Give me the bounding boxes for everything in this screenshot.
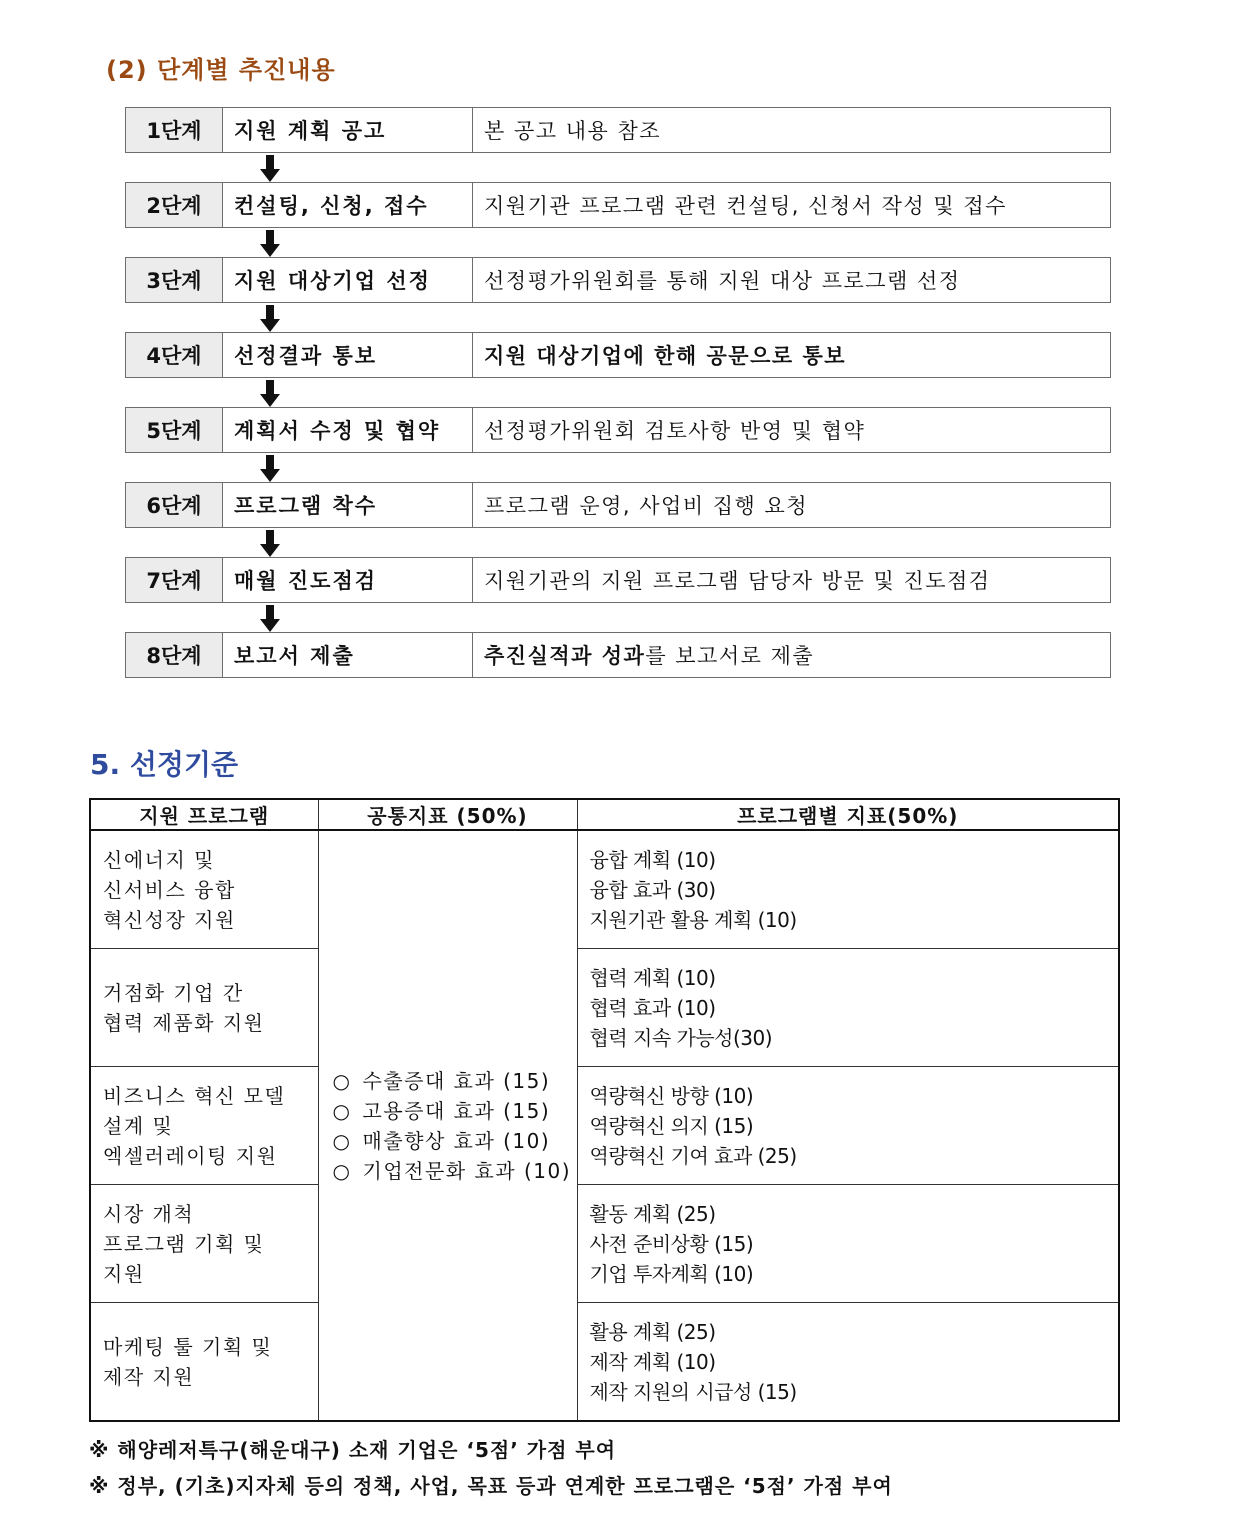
- stage-name: 매월 진도점검: [223, 558, 473, 602]
- metrics-cell: [577, 830, 1119, 949]
- stage-row: [125, 557, 1111, 603]
- stage-row: [125, 332, 1111, 378]
- program-cell: [90, 830, 318, 949]
- metrics-cell: [577, 1185, 1119, 1303]
- program-line: 지원: [103, 1261, 145, 1286]
- stage-description: 선정평가위원회 검토사항 반영 및 협약: [484, 419, 866, 443]
- common-indicator: [333, 1066, 577, 1096]
- metric-line: 역량혁신 방향 (10): [589, 1083, 754, 1108]
- program-line: 마케팅 툴 기획 및: [103, 1334, 273, 1359]
- metric-line: 기업 투자계획 (10): [589, 1261, 754, 1286]
- program-cell: [90, 1303, 318, 1422]
- arrow-down-icon: [260, 455, 280, 483]
- stage-description: 지원 대상기업에 한해 공문으로 통보: [484, 344, 847, 368]
- metric-line: 제작 지원의 시급성 (15): [589, 1379, 797, 1404]
- program-cell: [90, 1067, 318, 1185]
- common-indicator: [333, 1156, 577, 1186]
- metric-line: 역량혁신 기여 효과 (25): [589, 1143, 797, 1168]
- stage-description-emphasis: 추진실적과 성과: [484, 644, 646, 668]
- metrics-cell: [577, 1067, 1119, 1185]
- stage-name: 선정결과 통보: [223, 333, 473, 377]
- selection-criteria-table: [89, 798, 1120, 1422]
- stage-name: 계획서 수정 및 협약: [223, 408, 473, 452]
- common-indicator: [333, 1126, 577, 1156]
- program-cell: [90, 949, 318, 1067]
- stage-description: 선정평가위원회를 통해 지원 대상 프로그램 선정: [484, 269, 961, 293]
- program-line: 협력 제품화 지원: [103, 1010, 265, 1035]
- table-row: [90, 1185, 1119, 1303]
- footnote: ※ 정부, (기초)지자체 등의 정책, 사업, 목표 등과 연계한 프로그램은 ‘5점’ 가점 부여: [89, 1474, 893, 1498]
- stage-name: 지원 대상기업 선정: [223, 258, 473, 302]
- metric-line: 사전 준비상황 (15): [589, 1231, 754, 1256]
- program-line: 제작 지원: [103, 1364, 195, 1389]
- common-indicator: [333, 1096, 577, 1126]
- column-header: 공통지표 (50%): [318, 799, 577, 830]
- stage-description: 지원기관 프로그램 관련 컨설팅, 신청서 작성 및 접수: [484, 194, 1007, 218]
- stage-description: 프로그램 운영, 사업비 집행 요청: [484, 494, 809, 518]
- stage-number: 4단계: [126, 333, 223, 377]
- stage-number: 1단계: [126, 108, 223, 152]
- circle-bullet-icon: ○: [332, 1158, 352, 1183]
- metric-line: 협력 계획 (10): [589, 965, 716, 990]
- metrics-cell: [577, 949, 1119, 1067]
- metric-line: 지원기관 활용 계획 (10): [589, 907, 797, 932]
- stage-description-rest: 를 보고서로 제출: [645, 644, 815, 668]
- stage-number: 8단계: [126, 633, 223, 677]
- metric-line: 협력 지속 가능성(30): [589, 1025, 773, 1050]
- stage-number: 7단계: [126, 558, 223, 602]
- table-row: [90, 830, 1119, 949]
- metric-line: 활동 계획 (25): [589, 1201, 716, 1226]
- table-row: [90, 1303, 1119, 1422]
- table-row: [90, 1067, 1119, 1185]
- circle-bullet-icon: ○: [332, 1128, 352, 1153]
- stage-row: [125, 182, 1111, 228]
- common-indicator-label: 수출증대 효과 (15): [362, 1068, 551, 1093]
- stage-row: [125, 482, 1111, 528]
- program-line: 설계 및: [103, 1113, 174, 1138]
- stage-row: [125, 632, 1111, 678]
- circle-bullet-icon: ○: [332, 1068, 352, 1093]
- footnote: ※ 해양레저특구(해운대구) 소재 기업은 ‘5점’ 가점 부여: [89, 1438, 617, 1462]
- stage-name: 보고서 제출: [223, 633, 473, 677]
- metrics-cell: [577, 1303, 1119, 1422]
- stage-number: 2단계: [126, 183, 223, 227]
- section-heading: (2) 단계별 추진내용: [106, 56, 336, 84]
- metric-line: 역량혁신 의지 (15): [589, 1113, 754, 1138]
- metric-line: 제작 계획 (10): [589, 1349, 716, 1374]
- arrow-down-icon: [260, 230, 280, 258]
- table-header-row: [90, 799, 1119, 830]
- column-header: 지원 프로그램: [90, 799, 318, 830]
- metric-line: 융합 계획 (10): [589, 847, 716, 872]
- program-line: 시장 개척: [103, 1201, 195, 1226]
- program-cell: [90, 1185, 318, 1303]
- arrow-down-icon: [260, 605, 280, 633]
- arrow-down-icon: [260, 380, 280, 408]
- stage-description: 지원기관의 지원 프로그램 담당자 방문 및 진도점검: [484, 569, 991, 593]
- stage-name: 지원 계획 공고: [223, 108, 473, 152]
- program-line: 프로그램 기획 및: [103, 1231, 265, 1256]
- stage-row: [125, 407, 1111, 453]
- stage-name: 프로그램 착수: [223, 483, 473, 527]
- program-line: 엑셀러레이팅 지원: [103, 1143, 278, 1168]
- program-line: 거점화 기업 간: [103, 980, 244, 1005]
- stage-row: [125, 257, 1111, 303]
- metric-line: 융합 효과 (30): [589, 877, 716, 902]
- arrow-down-icon: [260, 305, 280, 333]
- common-indicator-label: 기업전문화 효과 (10): [362, 1158, 572, 1183]
- metric-line: 활용 계획 (25): [589, 1319, 716, 1344]
- stage-description: [473, 633, 1110, 677]
- arrow-down-icon: [260, 530, 280, 558]
- column-header: 프로그램별 지표(50%): [577, 799, 1119, 830]
- stage-number: 6단계: [126, 483, 223, 527]
- section-title: 5. 선정기준: [90, 748, 239, 781]
- circle-bullet-icon: ○: [332, 1098, 352, 1123]
- program-line: 혁신성장 지원: [103, 907, 236, 932]
- stage-name: 컨설팅, 신청, 접수: [223, 183, 473, 227]
- metric-line: 협력 효과 (10): [589, 995, 716, 1020]
- stage-number: 3단계: [126, 258, 223, 302]
- common-indicator-label: 고용증대 효과 (15): [362, 1098, 551, 1123]
- stage-description: 본 공고 내용 참조: [484, 119, 662, 143]
- table-row: [90, 949, 1119, 1067]
- arrow-down-icon: [260, 155, 280, 183]
- stage-row: [125, 107, 1111, 153]
- program-line: 신서비스 융합: [103, 877, 236, 902]
- stage-number: 5단계: [126, 408, 223, 452]
- common-indicators-cell: [318, 830, 577, 1421]
- program-line: 비즈니스 혁신 모델: [103, 1083, 286, 1108]
- program-line: 신에너지 및: [103, 847, 215, 872]
- common-indicator-label: 매출향상 효과 (10): [362, 1128, 551, 1153]
